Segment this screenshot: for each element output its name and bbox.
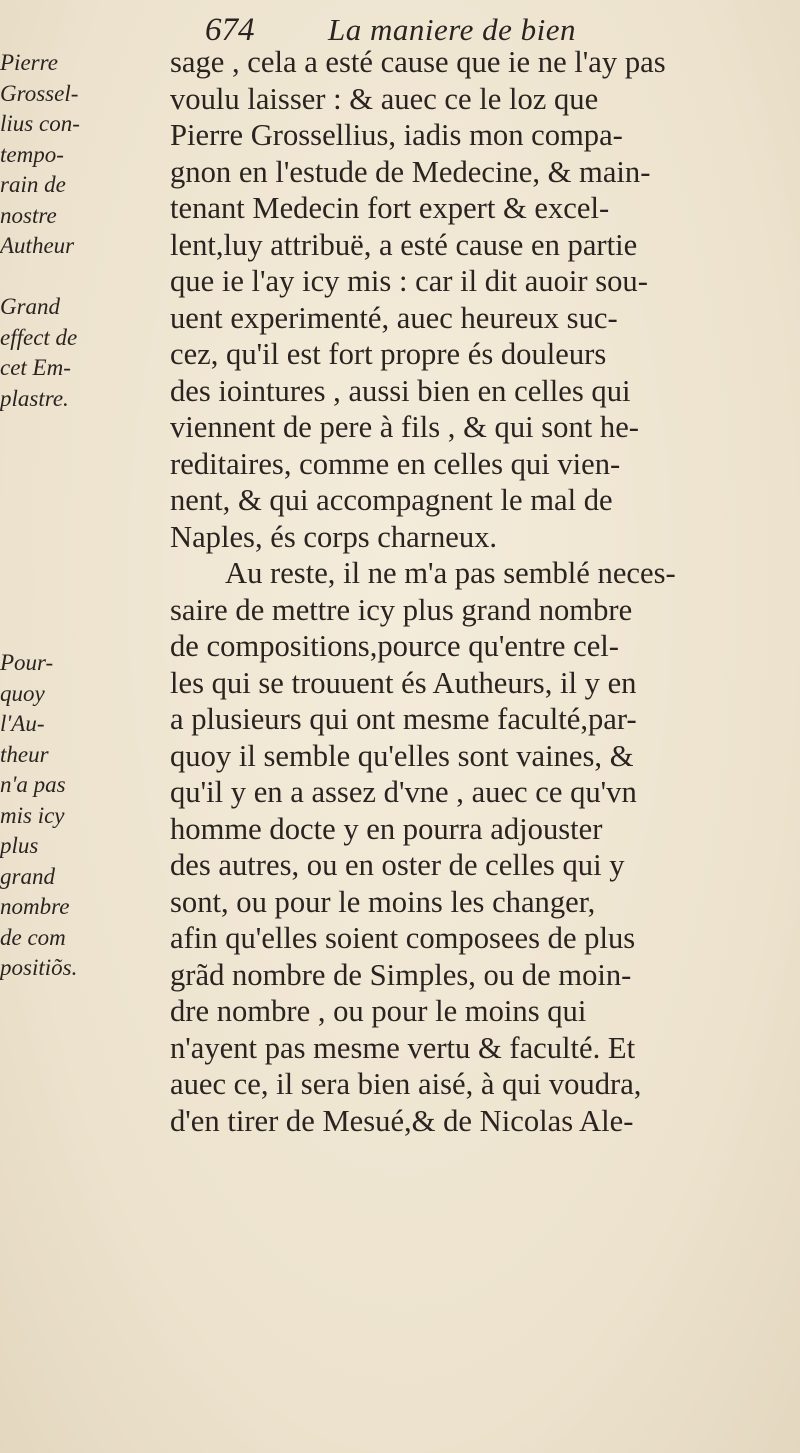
margin-note-line: grand (0, 863, 55, 889)
body-line: nent, & qui accompagnent le mal de (170, 483, 613, 517)
margin-note-compositions (0, 648, 150, 984)
body-line: quoy il semble qu'elles sont vaines, & (170, 738, 634, 773)
margin-note-line: plastre. (0, 385, 69, 411)
body-line: des autres, ou en oster de celles qui y (170, 848, 625, 882)
body-line: grãd nombre de Simples, ou de moin- (170, 957, 632, 992)
margin-note-line: Grossel- (0, 80, 79, 106)
body-line: sont, ou pour le moins les changer, (170, 884, 596, 919)
body-line: gnon en l'estude de Medecine, & main- (170, 154, 651, 189)
body-line: de compositions,pource qu'entre cel- (170, 629, 619, 663)
body-text (170, 44, 792, 1139)
body-line: d'en tirer de Mesué,& de Nicolas Ale- (170, 1103, 634, 1138)
body-line: saire de mettre icy plus grand nombre (170, 592, 633, 627)
margin-note-line: positiõs. (0, 955, 78, 980)
page-header (0, 6, 800, 46)
body-line: homme docte y en pourra adjouster (170, 811, 603, 846)
margin-note-line: quoy (0, 680, 45, 706)
margin-note-line: Pour- (0, 650, 54, 675)
body-line: uent experimenté, auec heureux suc- (170, 300, 618, 335)
margin-note-grossellius (0, 48, 150, 414)
margin-note-line: mis icy (0, 802, 65, 828)
margin-note-line: n'a pas (0, 772, 66, 797)
body-line: Naples, és corps charneux. (170, 519, 498, 554)
margin-note-line: rain de (0, 172, 66, 197)
margin-note-line: nombre (0, 894, 70, 919)
margin-note-line (0, 262, 150, 293)
body-line: lent,luy attribuë, a esté cause en partie (170, 227, 638, 262)
body-line: a plusieurs qui ont mesme faculté,par- (170, 702, 637, 736)
margin-note-line: tempo- (0, 141, 64, 167)
body-line: des iointures , aussi bien en celles qui (170, 373, 631, 408)
paragraph-start-line: Au reste, il ne m'a pas semblé neces- (225, 556, 676, 590)
margin-note-line: lius con- (0, 111, 80, 136)
body-line: dre nombre , ou pour le moins qui (170, 994, 587, 1028)
running-head: La maniere de bien (328, 12, 577, 47)
body-line: auec ce, il sera bien aisé, à qui voudra, (170, 1067, 642, 1101)
body-line: cez, qu'il est fort propre és douleurs (170, 337, 607, 371)
margin-note-line: de com (0, 924, 66, 950)
margin-note-line: effect de (0, 324, 78, 350)
margin-note-line: l'Au- (0, 711, 45, 736)
body-line: afin qu'elles soient composees de plus (170, 921, 636, 955)
margin-note-line: Autheur (0, 233, 75, 258)
body-line: que ie l'ay icy mis : car il dit auoir sou- (170, 264, 648, 298)
body-line: qu'il y en a assez d'vne , auec ce qu'vn (170, 775, 637, 809)
body-line: viennent de pere à fils , & qui sont he- (170, 410, 639, 444)
margin-note-line: Grand (0, 294, 61, 319)
body-line: Pierre Grossellius, iadis mon compa- (170, 118, 623, 152)
margin-note-line: plus (0, 833, 39, 858)
body-line: les qui se trouuent és Autheurs, il y en (170, 665, 637, 700)
body-line: n'ayent pas mesme vertu & faculté. Et (170, 1030, 636, 1065)
margin-note-line: cet Em- (0, 355, 71, 380)
page-number: 674 (205, 12, 255, 48)
margin-note-line: theur (0, 741, 49, 767)
body-line: voulu laisser : & auec ce le loz que (170, 81, 599, 116)
margin-note-line: nostre (0, 202, 57, 228)
body-line: reditaires, comme en celles qui vien- (170, 446, 621, 481)
body-line: tenant Medecin fort expert & excel- (170, 191, 610, 225)
body-line: sage , cela a esté cause que ie ne l'ay pas (170, 45, 666, 79)
margin-note-line: Pierre (0, 50, 58, 75)
